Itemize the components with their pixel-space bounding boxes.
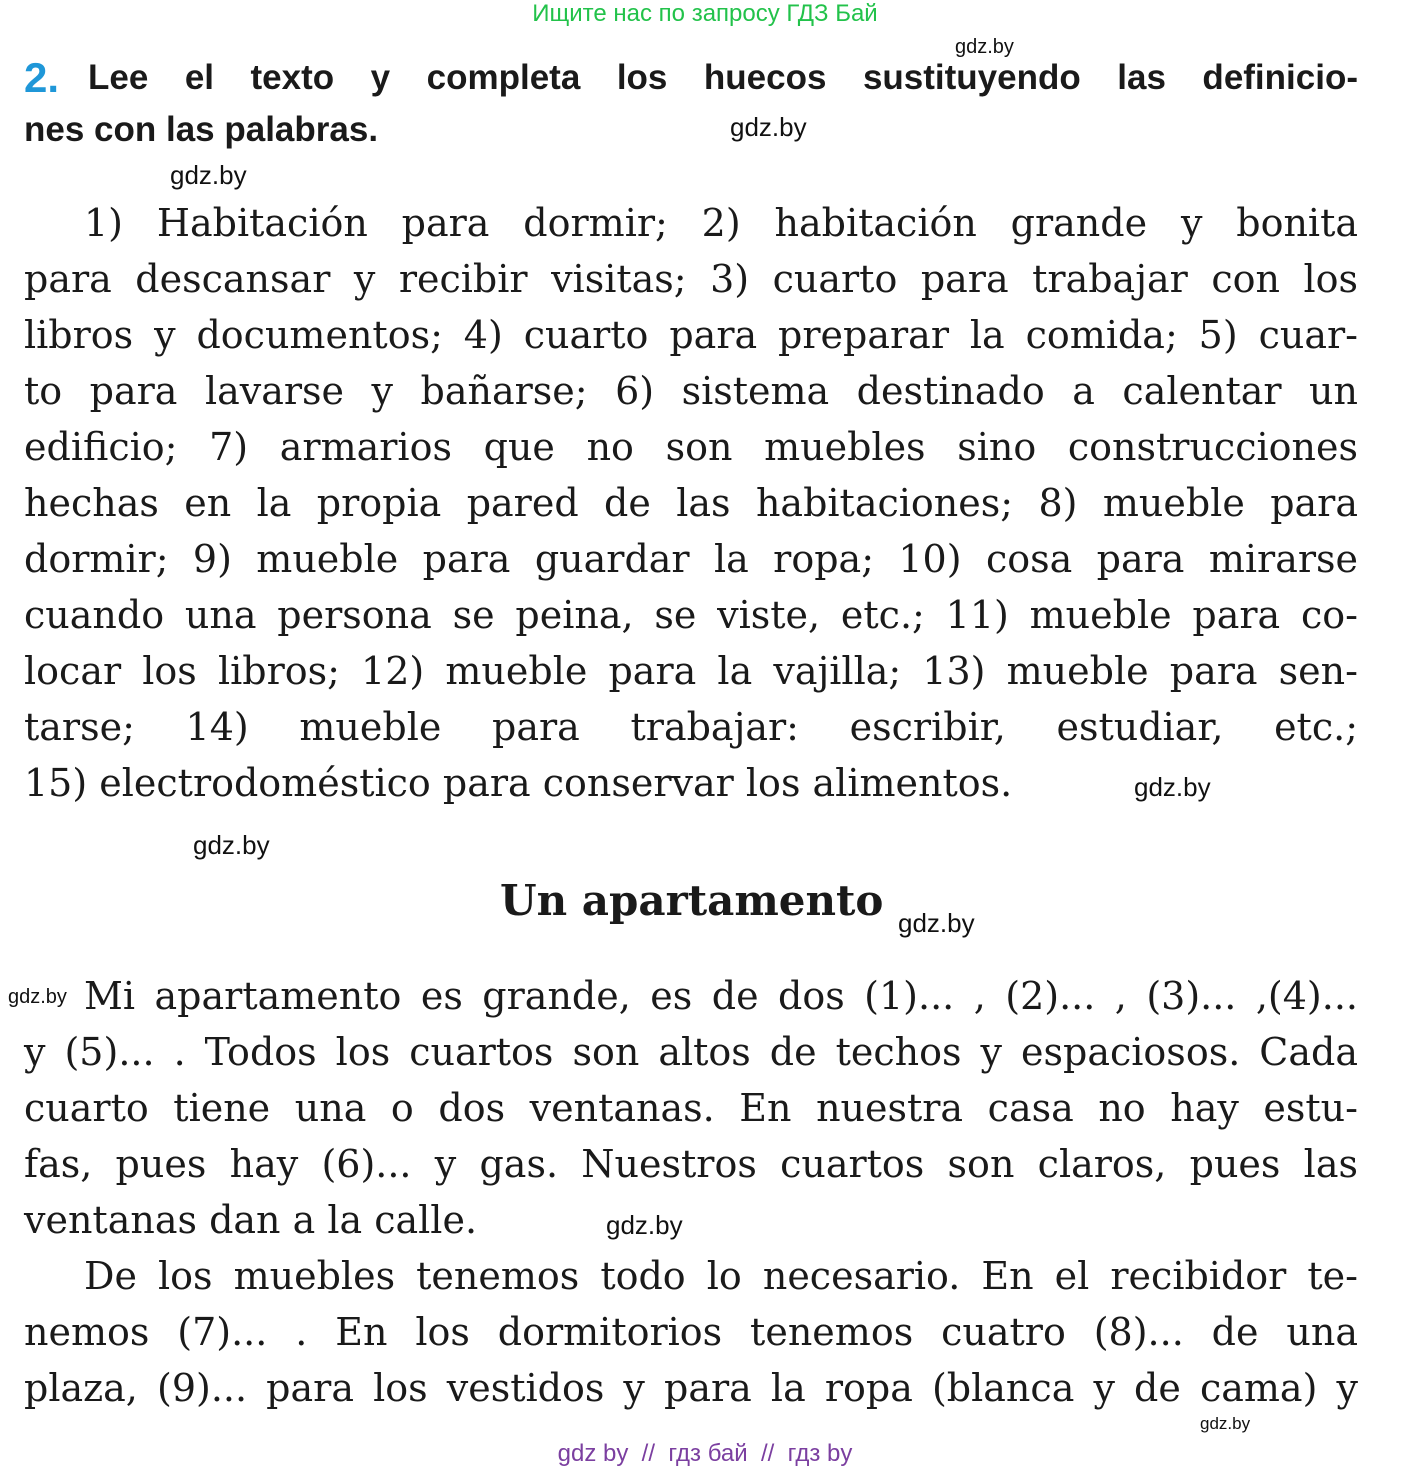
definitions-line: locar los libros; 12) mueble para la vajilla; 13) mueble para sen-	[24, 649, 1358, 693]
watermark: gdz.by	[955, 36, 1014, 58]
definitions-line: libros y documentos; 4) cuarto para preparar la comida; 5) cuar-	[24, 313, 1358, 357]
watermark: gdz.by	[8, 986, 67, 1008]
definitions-line: dormir; 9) mueble para guardar la ropa; 10) cosa para mirarse	[24, 537, 1358, 581]
search-hint[interactable]: Ищите нас по запросу ГДЗ Бай	[532, 0, 878, 27]
watermark: gdz.by	[898, 908, 975, 938]
watermark: gdz.by	[1200, 1414, 1251, 1433]
story-line: Mi apartamento es grande, es de dos (1)... , (2)... , (3)... ,(4)...	[84, 974, 1358, 1018]
definitions-line: to para lavarse y bañarse; 6) sistema destinado a calentar un	[24, 369, 1358, 413]
story-line: De los muebles tenemos todo lo necesario. En el recibidor te-	[84, 1254, 1358, 1298]
watermark: gdz.by	[606, 1210, 683, 1240]
story-line: y (5)... . Todos los cuartos son altos de techos y espaciosos. Cada	[24, 1030, 1358, 1074]
footer-links[interactable]: gdz by // гдз бай // гдз by	[557, 1440, 853, 1467]
task-number: 2.	[24, 54, 60, 101]
watermark: gdz.by	[170, 160, 247, 190]
definitions-line: 15) electrodoméstico para conservar los alimentos.	[24, 761, 1013, 805]
story-line: cuarto tiene una o dos ventanas. En nuestra casa no hay estu-	[24, 1086, 1358, 1130]
definitions-line: para descansar y recibir visitas; 3) cuarto para trabajar con los	[24, 257, 1358, 301]
story-line: fas, pues hay (6)... y gas. Nuestros cuartos son claros, pues las	[24, 1142, 1358, 1186]
task-instruction-line1: Lee el texto y completa los huecos sustituyendo las definicio-	[88, 58, 1358, 97]
story-title: Un apartamento	[500, 876, 884, 925]
story-line: ventanas dan a la calle.	[24, 1198, 478, 1242]
definitions-line: edificio; 7) armarios que no son muebles sino construcciones	[24, 425, 1358, 469]
watermark: gdz.by	[730, 112, 807, 142]
story-line: plaza, (9)... para los vestidos y para la ropa (blanca y de cama) y	[24, 1366, 1358, 1410]
task-instruction-line2: nes con las palabras.	[24, 110, 379, 149]
definitions-line: tarse; 14) mueble para trabajar: escribir, estudiar, etc.;	[24, 705, 1358, 749]
story-line: nemos (7)... . En los dormitorios tenemos cuatro (8)... de una	[24, 1310, 1358, 1354]
definitions-line: cuando una persona se peina, se viste, etc.; 11) mueble para co-	[24, 593, 1358, 637]
definitions-line: hechas en la propia pared de las habitaciones; 8) mueble para	[24, 481, 1358, 525]
watermark: gdz.by	[1134, 772, 1211, 802]
watermark: gdz.by	[193, 830, 270, 860]
definitions-line: 1) Habitación para dormir; 2) habitación grande y bonita	[84, 201, 1358, 245]
